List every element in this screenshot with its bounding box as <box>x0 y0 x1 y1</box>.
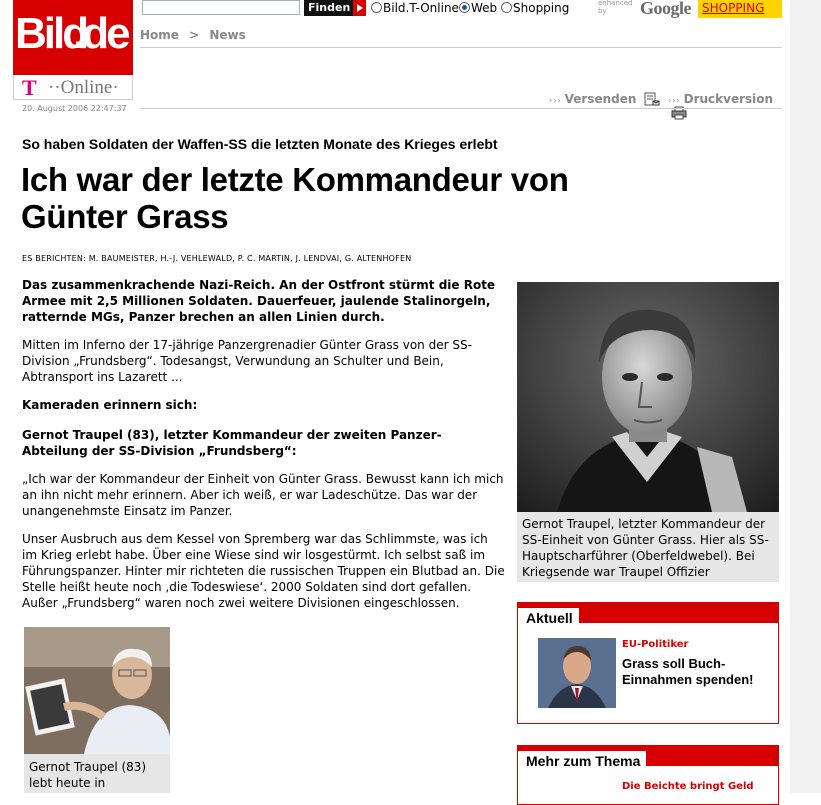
radio-label: Web <box>471 1 498 15</box>
aktuell-header: Aktuell <box>518 608 579 628</box>
chevron-icon: ››› <box>549 96 562 105</box>
article-headline: Ich war der letzte Kommandeur von Günter Grass <box>21 161 569 235</box>
aktuell-title-link[interactable]: Grass soll Buch-Einnahmen spenden! <box>622 656 754 687</box>
find-button[interactable] <box>304 0 366 16</box>
article-paragraph: „Ich war der Kommandeur der Einheit von Günter Grass. Bewusst kann ich mich an ihn nicht mehr erinnern. Aber ich weiß, er war Ladeschütze. Das war der unangenehmste Einsatz im Panzer. <box>22 472 504 518</box>
google-logo: Google <box>640 0 691 18</box>
breadcrumb-separator: > <box>189 28 200 42</box>
portrait-image <box>517 282 779 512</box>
t-online-text: ··Online· <box>48 77 119 98</box>
logo-red-block <box>13 0 133 75</box>
photo-image <box>24 627 170 754</box>
subhead-text: Kameraden erinnern sich: <box>22 398 198 412</box>
print-label: Druckversion <box>683 92 774 106</box>
photo-caption: Gernot Traupel (83) lebt heute in <box>24 754 170 793</box>
chevron-icon: ››› <box>668 96 681 105</box>
send-page-icon <box>644 92 660 106</box>
arrow-right-icon <box>353 0 366 16</box>
shopping-link-label: SHOPPING <box>702 1 765 15</box>
send-label: Versenden <box>564 92 637 106</box>
article-kicker: So haben Soldaten der Waffen-SS die letzten Monate des Krieges erlebt <box>22 136 498 152</box>
article-paragraph: Mitten im Inferno der 17-jährige Panzergrenadier Günter Grass von der SS-Division „Frundsberg“. Todesangst, Verwundung an Schulter und Bein, Abtransport ins Lazarett ... <box>22 338 472 384</box>
breadcrumb <box>140 28 252 42</box>
radio-circle-icon <box>371 2 382 13</box>
breadcrumb-home[interactable]: Home <box>140 28 179 42</box>
article-paragraph: Unser Ausbruch aus dem Kessel von Spremberg war das Schlimmste, was ich im Krieg erlebt habe. Über eine Wiese sind wir losgestürmt. Ich selbst saß im Führungspanzer. Hinter mir richteten die russischen Truppen ein Blutbad an. Die Stelle heißt heute noch ‚die Todeswiese‘. 2000 Soldaten sind dort gefallen. Außer „Frundsberg“ waren noch zwei weitere Divisionen eingeschlossen. <box>22 532 505 610</box>
article-subhead <box>22 427 506 459</box>
window-gutter <box>790 0 821 793</box>
radio-web[interactable] <box>459 1 497 15</box>
photo-caption: Gernot Traupel, letzter Kommandeur der SS-Einheit von Günter Grass. Hier als SS-Hauptscharführer (Oberfeldwebel). Bei Kriegsende war Traupel Offizier <box>517 512 779 582</box>
eu-politician-photo[interactable] <box>538 638 616 708</box>
find-button-label: Finden <box>308 1 351 14</box>
shopping-link[interactable] <box>698 0 782 18</box>
logo-text-de: .de <box>73 9 128 58</box>
search-input[interactable] <box>142 0 300 15</box>
radio-bild-tonline[interactable] <box>371 1 459 15</box>
photo-traupel-portrait[interactable] <box>517 282 779 512</box>
print-link[interactable] <box>668 92 790 120</box>
bild-logo[interactable] <box>13 0 133 100</box>
article-subhead <box>22 397 506 413</box>
mehr-zum-thema-box <box>517 745 779 805</box>
subhead-text: Gernot Traupel (83), letzter Kommandeur der zweiten Panzer-Abteilung der SS-Division „Frundsberg“: <box>22 428 442 458</box>
enhanced-by-text: enhanced by <box>598 0 633 15</box>
divider <box>140 47 782 48</box>
divider <box>140 108 782 109</box>
radio-circle-icon <box>501 2 512 13</box>
telekom-t-icon: T <box>22 75 37 100</box>
photo-traupel-today[interactable] <box>24 627 170 754</box>
radio-circle-selected-icon <box>459 2 470 13</box>
article-lead <box>22 277 506 325</box>
timestamp: 20. August 2006 22:47:37 <box>22 104 127 113</box>
aktuell-kicker[interactable]: EU-Politiker <box>622 639 689 650</box>
mehr-header: Mehr zum Thema <box>518 751 646 771</box>
enhanced-by-label <box>598 0 638 15</box>
article-authors: ES BERICHTEN: M. BAUMEISTER, H.-J. VEHLEWALD, P. C. MARTIN, J. LENDVAI, G. ALTENHOFEN <box>22 254 412 263</box>
radio-shopping[interactable] <box>501 1 569 15</box>
aktuell-box <box>517 602 779 724</box>
t-online-logo <box>13 75 133 100</box>
breadcrumb-news[interactable]: News <box>209 28 246 42</box>
logo-text-bild: Bild <box>15 9 87 58</box>
photo-image <box>538 638 616 708</box>
mehr-kicker-link[interactable]: Die Beichte bringt Geld <box>622 781 754 792</box>
radio-label: Bild.T-Online <box>383 1 459 15</box>
send-link[interactable] <box>549 92 660 106</box>
radio-label: Shopping <box>513 1 570 15</box>
lead-text: Das zusammenkrachende Nazi-Reich. An der Ostfront stürmt die Rote Armee mit 2,5 Millionen Soldaten. Dauerfeuer, jaulende Stalinorgeln, ratternde MGs, Panzer brechen an allen Linien durch. <box>22 278 496 324</box>
